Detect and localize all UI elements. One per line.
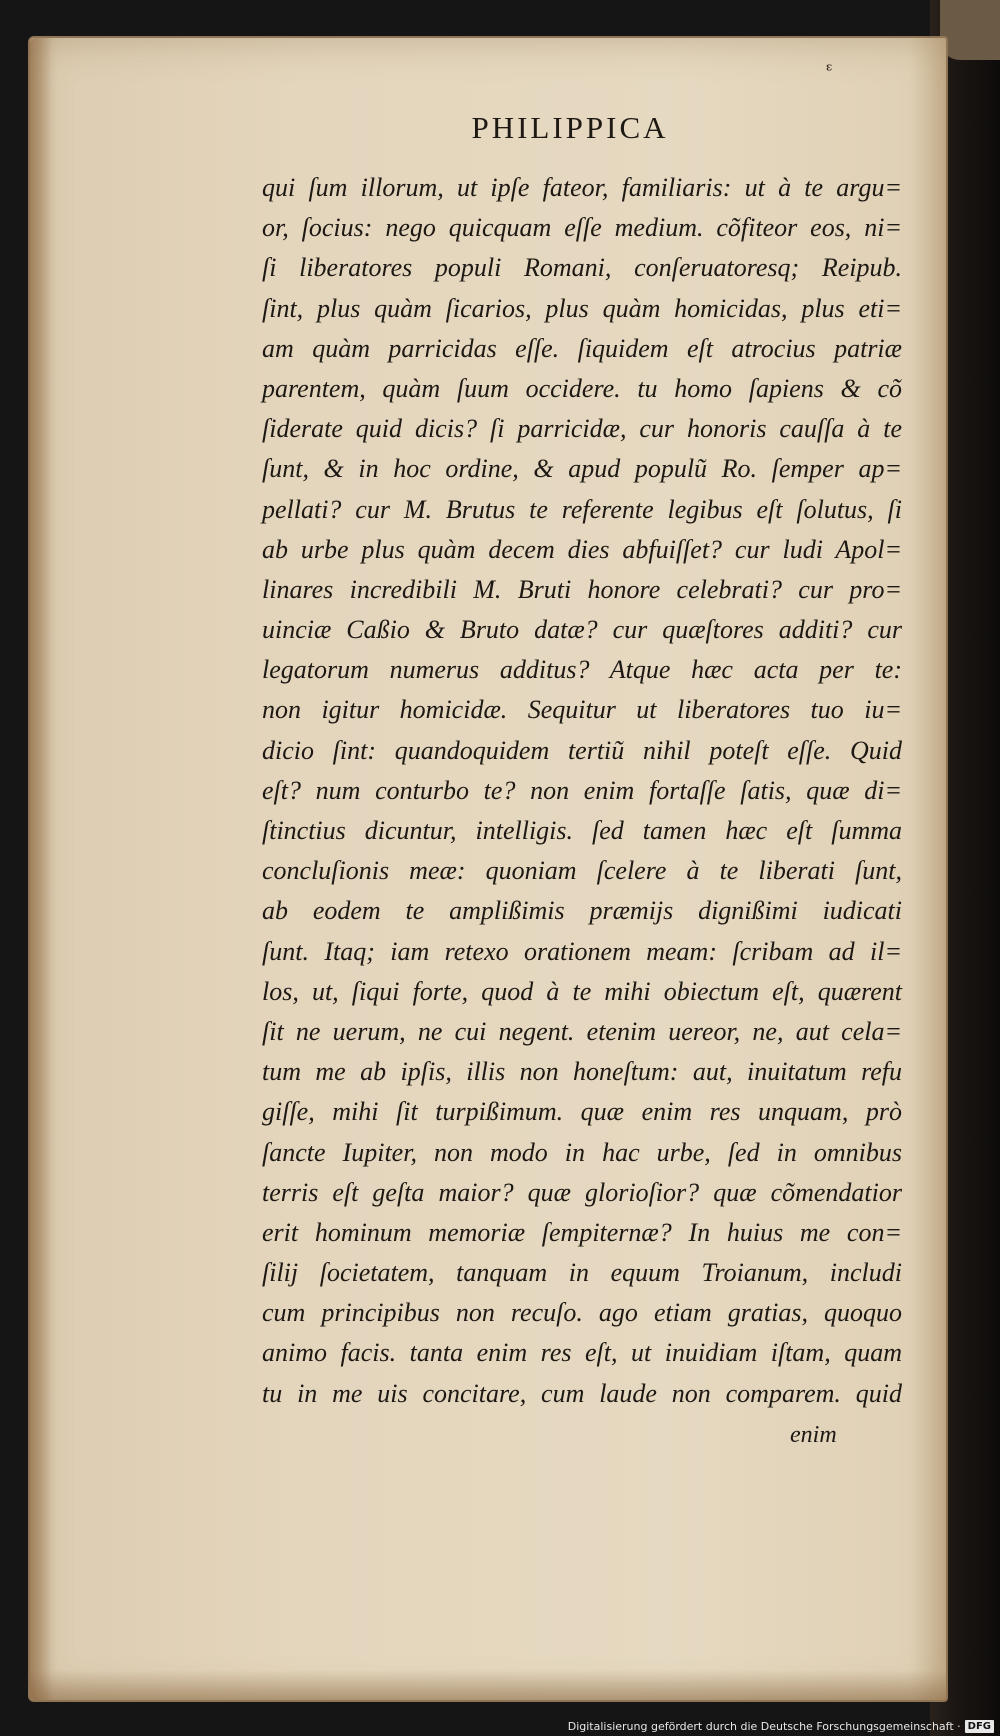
text-line: concluſionis meæ: quoniam ſcelere à te liberati ſunt, [262,856,902,886]
text-line: terris eſt geſta maior? quæ glorioſior? quæ cõmendatior [262,1177,902,1207]
text-line: ſunt. Itaq; iam retexo orationem meam: ſcribam ad il= [262,936,902,966]
text-line: linares incredibili M. Bruti honore celebrati? cur pro= [262,574,902,604]
text-line: eſt? num conturbo te? non enim fortaſſe ſatis, quæ di= [262,775,902,805]
text-line: los, ut, ſiqui forte, quod à te mihi obiectum eſt, quærent [262,976,902,1006]
text-line: ſiderate quid dicis? ſi parricidæ, cur honoris cauſſa à te [262,414,902,444]
text-line: non igitur homicidæ. Sequitur ut liberatores tuo iu= [262,695,902,725]
corner-mark: ᵋ [826,58,833,82]
running-head: PHILIPPICA [471,110,669,145]
text-line: tu in me uis concitare, cum laude non comparem. quid [262,1378,902,1408]
text-line: ſi liberatores populi Romani, conſeruatoresq; Reipub. [262,253,902,283]
text-line: dicio ſint: quandoquidem tertiũ nihil poteſt eſſe. Quid [262,735,902,765]
text-line: animo facis. tanta enim res eſt, ut inuidiam iſtam, quam [262,1338,902,1368]
binding-corner [940,0,1000,60]
footer-text: Digitalisierung gefördert durch die Deutsche Forschungsgemeinschaft · [567,1720,961,1733]
page-bottom-shadow [30,1670,946,1700]
text-line: ab urbe plus quàm decem dies abfuiſſet? cur ludi Apol= [262,534,902,564]
text-line: uinciæ Caßio & Bruto datæ? cur quæſtores additi? cur [262,615,902,645]
text-line: ſtinctius dicuntur, intelligis. ſed tamen hæc eſt ſumma [262,816,902,845]
text-line: ſilij ſocietatem, tanquam in equum Troianum, includi [262,1258,902,1288]
body-text [262,168,902,1414]
text-line: legatorum numerus additus? Atque hæc acta per te: [262,655,902,685]
text-line: cum principibus non recuſo. ago etiam gratias, quoquo [262,1298,902,1328]
text-line: parentem, quàm ſuum occidere. tu homo ſapiens & cõ [262,373,902,403]
text-line: or, ſocius: nego quicquam eſſe medium. cõfiteor eos, ni= [262,213,902,243]
text-line: am quàm parricidas eſſe. ſiquidem eſt atrocius patriæ [262,333,902,363]
text-line: tum me ab ipſis, illis non honeſtum: aut, inuitatum refu [262,1057,902,1087]
text-line: erit hominum memoriæ ſempiternæ? In huius me con= [262,1217,902,1247]
text-line: ſunt, & in hoc ordine, & apud populũ Ro. ſemper ap= [262,454,902,484]
text-line: ab eodem te amplißimis præmijs dignißimi iudicati [262,896,902,926]
text-line: ſit ne uerum, ne cui negent. etenim uereor, ne, aut cela= [262,1016,902,1046]
text-line: ſancte Iupiter, non modo in hac urbe, ſed in omnibus [262,1137,902,1167]
catchword: enim [790,1422,837,1448]
page-edge-shadow [30,38,52,1700]
dfg-logo: DFG [965,1720,994,1733]
digitization-footer [568,1720,994,1733]
text-line: ſint, plus quàm ſicarios, plus quàm homicidas, plus eti= [262,293,902,323]
text-line: giſſe, mihi ſit turpißimum. quæ enim res unquam, prò [262,1097,902,1127]
text-line: pellati? cur M. Brutus te referente legibus eſt ſolutus, ſi [262,494,902,524]
text-line: qui ſum illorum, ut ipſe fateor, familiaris: ut à te argu= [262,173,902,202]
